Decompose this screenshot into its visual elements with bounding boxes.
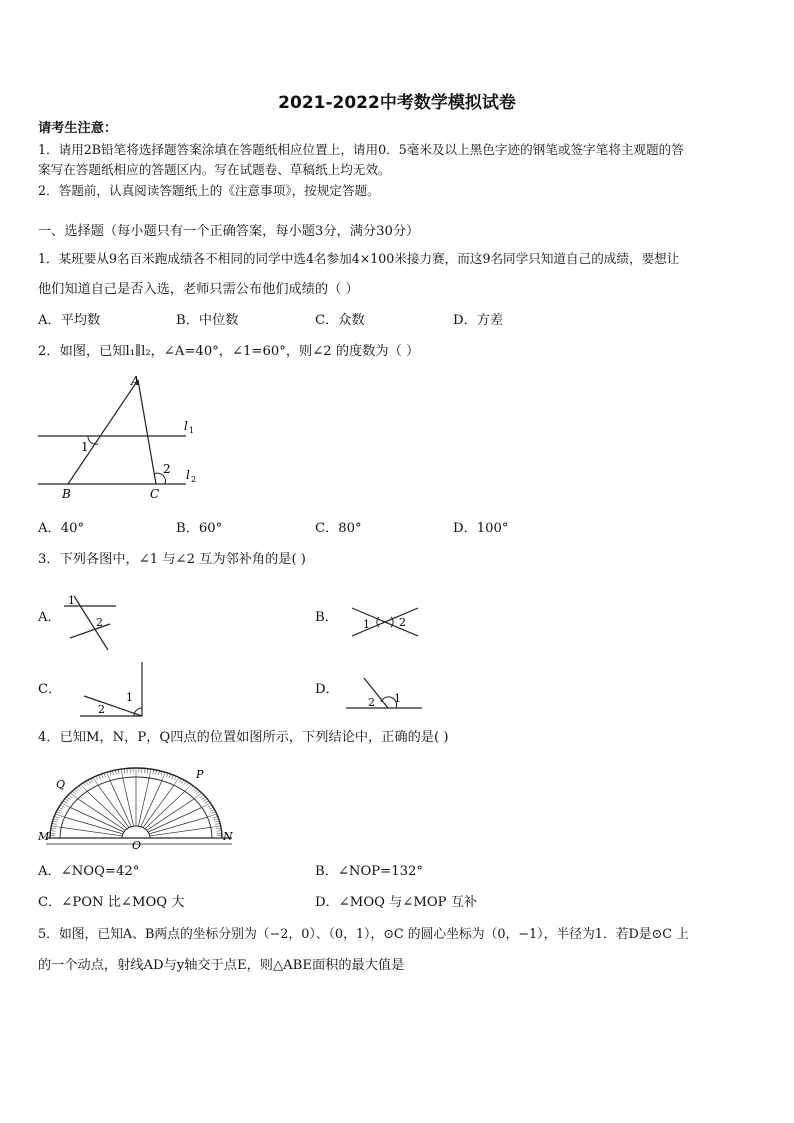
l2-subscript: 2 [191, 475, 197, 484]
protractor-tick [158, 771, 159, 775]
protractor-tick [109, 771, 111, 775]
protractor-radial-line [143, 785, 174, 827]
q3c-angle-2-label: 2 [98, 703, 105, 716]
question-3-stem: 3．下列各图中，∠1 与∠2 互为邻补角的是( ) [38, 552, 306, 567]
angle-1-label: 1 [81, 440, 89, 454]
protractor-tick [53, 819, 58, 820]
q1-option-d[interactable]: D．方差 [453, 313, 504, 328]
notice-heading: 请考生注意： [38, 121, 118, 136]
q4-protractor-figure [36, 760, 242, 852]
q4-option-a[interactable]: A．∠NOQ=42° [38, 864, 140, 879]
protractor-tick [205, 801, 209, 803]
protractor-tick [215, 823, 220, 824]
section-heading: 一、选择题（每小题只有一个正确答案，每小题3分，满分30分） [38, 224, 420, 239]
protractor-tick [162, 772, 165, 780]
protractor-tick [202, 797, 206, 800]
protractor-tick [207, 814, 216, 817]
q4-option-c[interactable]: C．∠PON 比∠MOQ 大 [38, 895, 185, 910]
protractor-tick [66, 797, 70, 800]
protractor-tick [184, 781, 187, 785]
protractor-tick [52, 823, 57, 824]
protractor-tick [59, 807, 63, 809]
protractor-tick [115, 770, 116, 774]
protractor-tick [211, 826, 221, 828]
protractor-tick [196, 791, 200, 794]
q1-option-b[interactable]: B．中位数 [176, 313, 239, 328]
point-q-label: Q [56, 778, 66, 791]
q3d-angle-1-label: 1 [394, 692, 401, 705]
protractor-tick [70, 793, 78, 799]
protractor-tick [107, 772, 110, 780]
protractor-tick [194, 793, 202, 799]
protractor-tick [172, 775, 174, 779]
protractor-tick [118, 770, 119, 774]
protractor-tick [211, 812, 216, 814]
protractor-tick [90, 779, 93, 783]
protractor-tick [51, 826, 61, 828]
q3-option-b-label[interactable]: B． [315, 610, 338, 625]
notice-item-1-line-1: 1．请用2B铅笔将选择题答案涂填在答题纸相应位置上，请用0．5毫米及以上黑色字迹的钢笔或签字笔将主观题的答 [38, 142, 684, 157]
protractor-tick [147, 769, 148, 773]
protractor-tick [76, 788, 79, 791]
angle-1-arc [88, 436, 98, 444]
protractor-radial-line [87, 791, 127, 829]
point-p-label: P [196, 768, 204, 781]
notice-item-1-line-2: 案写在答题纸相应的答题区内。写在试题卷、草稿纸上均无效。 [38, 162, 391, 177]
protractor-tick [85, 781, 88, 785]
protractor-tick [215, 821, 220, 822]
point-o-label: O [132, 839, 142, 852]
protractor-radial-line [149, 817, 207, 834]
protractor-tick [104, 773, 106, 777]
protractor-tick [55, 814, 64, 817]
q3d-angle-2-label: 2 [368, 696, 375, 709]
point-c-label: C [150, 487, 160, 501]
protractor-radial-line [141, 781, 162, 827]
q1-option-a[interactable]: A．平均数 [38, 313, 101, 328]
protractor-radial-line [138, 778, 149, 826]
protractor-radial-line [123, 778, 134, 826]
q3-option-d-label[interactable]: D． [315, 682, 339, 697]
q3-figure-a [60, 590, 120, 654]
protractor-tick [121, 769, 123, 778]
protractor-tick [190, 786, 193, 789]
point-b-label: B [62, 487, 71, 501]
protractor-tick [101, 774, 103, 778]
q2-option-c[interactable]: C．80° [315, 521, 362, 536]
question-5-line-2: 的一个动点，射线AD与y轴交于点E，则△ABE面积的最大值是 [38, 958, 405, 973]
protractor-tick [214, 819, 219, 820]
protractor-tick [74, 789, 78, 792]
protractor-tick [54, 816, 59, 817]
protractor-tick [96, 776, 98, 780]
q4-option-d[interactable]: D．∠MOQ 与∠MOP 互补 [315, 895, 478, 910]
protractor-tick [169, 774, 171, 778]
q3-figure-d [344, 674, 424, 714]
q3-figure-b [348, 600, 422, 640]
point-m-label: M [38, 830, 50, 843]
l2-label: l [186, 468, 190, 482]
l1-subscript: 1 [189, 426, 195, 435]
protractor-radial-line [110, 781, 131, 827]
protractor-tick [112, 771, 113, 775]
protractor-tick [78, 786, 81, 789]
segment-ab [68, 380, 138, 484]
protractor-tick [161, 771, 163, 775]
protractor-tick [181, 780, 184, 784]
protractor-tick [216, 828, 221, 829]
page-title: 2021-2022中考数学模拟试卷 [278, 93, 516, 113]
protractor-tick [65, 799, 69, 802]
q3-option-a-label[interactable]: A． [38, 610, 61, 625]
protractor-tick [186, 783, 189, 787]
q4-option-b[interactable]: B．∠NOP=132° [315, 864, 423, 879]
protractor-tick [156, 770, 157, 774]
point-n-label: N [223, 830, 233, 843]
protractor-tick [144, 768, 145, 772]
protractor-radial-line [145, 791, 185, 829]
point-a-label: A [131, 374, 140, 388]
question-1-line-1: 1．某班要从9名百米跑成绩各不相同的同学中选4名参加4×100米接力赛，而这9名同学只知道自己的成绩，要想让 [38, 251, 680, 266]
protractor-tick [174, 776, 176, 780]
q3a-angle-2-label: 2 [96, 616, 103, 629]
protractor-tick [68, 795, 72, 798]
q2-option-a[interactable]: A．40° [38, 521, 85, 536]
protractor-tick [179, 779, 182, 783]
q3c-angle-1-label: 1 [126, 691, 133, 704]
protractor-tick [57, 810, 62, 812]
protractor-tick [56, 812, 61, 814]
l1-label: l [184, 419, 188, 433]
question-1-line-2: 他们知道自己是否入选，老师只需公布他们成绩的（ ） [38, 282, 359, 297]
angle-2-label: 2 [163, 462, 171, 476]
q2-option-b[interactable]: B．60° [176, 521, 223, 536]
protractor-tick [209, 807, 213, 809]
protractor-radial-line [98, 785, 129, 827]
protractor-tick [192, 788, 195, 791]
protractor-tick [208, 805, 212, 807]
protractor-tick [210, 810, 215, 812]
protractor-tick [62, 803, 71, 808]
q1-option-c[interactable]: C．众数 [315, 313, 365, 328]
protractor-tick [81, 784, 87, 791]
protractor-tick [51, 828, 56, 829]
q3b-angle-2-label: 2 [399, 616, 406, 629]
q2-option-d[interactable]: D．100° [453, 521, 509, 536]
protractor-tick [213, 816, 218, 817]
segment-ac [138, 380, 156, 484]
protractor-tick [83, 783, 86, 787]
protractor-tick [63, 801, 67, 803]
q3-figure-c [78, 660, 148, 718]
question-4-stem: 4．已知M，N，P，Q四点的位置如图所示，下列结论中，正确的是( ) [38, 730, 449, 745]
q3a-angle-1-label: 1 [68, 594, 75, 607]
protractor-tick [127, 768, 128, 772]
protractor-tick [88, 780, 91, 784]
protractor-radial-line [65, 817, 123, 834]
protractor-tick [72, 791, 76, 794]
protractor-tick [60, 805, 64, 807]
q3b-angle-1-label: 1 [363, 618, 370, 631]
protractor-tick [203, 799, 207, 802]
question-2-stem: 2．如图，已知l₁∥l₂，∠A=40°，∠1=60°，则∠2 的度数为（ ） [38, 344, 420, 359]
question-5-line-1: 5．如图，已知A、B两点的坐标分别为（−2，0）、（0，1），⊙C 的圆心坐标为（0，−1），半径为1．若D是⊙C 上 [38, 927, 689, 942]
protractor-tick [194, 789, 198, 792]
q2-figure [36, 372, 206, 504]
q3-option-c-label[interactable]: C． [38, 682, 62, 697]
protractor-tick [149, 769, 151, 778]
notice-item-2: 2．答题前，认真阅读答题纸上的《注意事项》，按规定答题。 [38, 183, 380, 198]
protractor-tick [185, 784, 191, 791]
protractor-tick [166, 773, 168, 777]
protractor-tick [202, 803, 211, 808]
protractor-radial-line [150, 827, 211, 836]
protractor-tick [200, 795, 204, 798]
protractor-tick [98, 775, 100, 779]
protractor-tick [53, 821, 58, 822]
protractor-radial-line [61, 827, 122, 836]
protractor-tick [124, 769, 125, 773]
protractor-tick [153, 770, 154, 774]
